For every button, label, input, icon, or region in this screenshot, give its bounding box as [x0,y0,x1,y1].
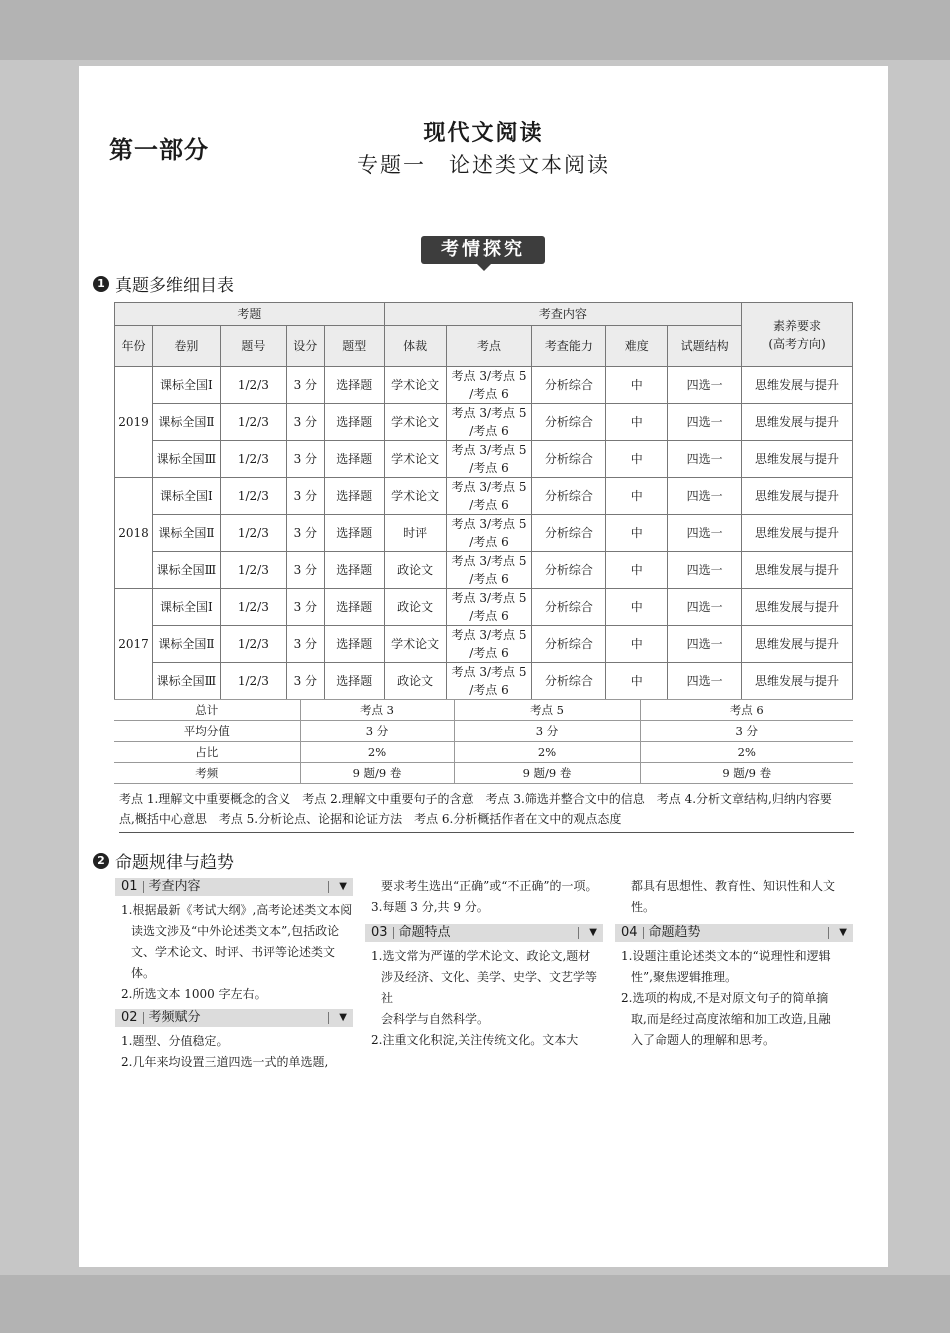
difficulty-cell: 中 [606,404,668,441]
table-row [115,441,853,478]
difficulty-cell: 中 [606,441,668,478]
trend-column-1: 01 考查内容 ▼ 1.根据最新《考试大纲》,高考论述类文本阅 读选文涉及“中外论述类文本”,包括政论 文、学术论文、时评、书评等论述类文体。 2.所选文本 1000 字左右。 02 考频赋分 ▼ 1.题型、分值稳定。 2.几年来均设置三道四选一式的单选题, [115,878,353,1073]
difficulty-cell: 中 [606,552,668,589]
paper-cell: 课标全国Ⅰ [152,589,220,626]
summary-cell: 考频 [114,763,300,784]
quality-cell: 思维发展与提升 [742,552,853,589]
block-header-04: 04 命题趋势 ▼ [615,924,853,942]
question-type-cell: 选择题 [324,404,384,441]
year-cell: 2019 [115,367,153,478]
question-number-cell: 1/2/3 [220,404,286,441]
structure-cell: 四选一 [668,441,742,478]
score-cell: 3 分 [286,441,324,478]
column-header: 试题结构 [668,326,742,367]
table-row [115,478,853,515]
paper-cell: 课标全国Ⅱ [152,626,220,663]
genre-cell: 政论文 [384,663,446,700]
block-header-03: 03 命题特点 ▼ [365,924,603,942]
summary-cell: 平均分值 [114,721,300,742]
ability-cell: 分析综合 [532,367,606,404]
year-cell: 2018 [115,478,153,589]
knowledge-point-cell: 考点 3/考点 5 /考点 6 [446,478,532,515]
question-type-cell: 选择题 [324,515,384,552]
quality-cell: 思维发展与提升 [742,515,853,552]
summary-cell: 2% [300,742,454,763]
question-number-cell: 1/2/3 [220,515,286,552]
question-number-cell: 1/2/3 [220,589,286,626]
table-row [115,367,853,404]
triangle-down-icon: ▼ [339,881,347,892]
difficulty-cell: 中 [606,663,668,700]
question-number-cell: 1/2/3 [220,552,286,589]
table-row [115,663,853,700]
question-number-cell: 1/2/3 [220,478,286,515]
question-type-cell: 选择题 [324,367,384,404]
structure-cell: 四选一 [668,404,742,441]
question-type-cell: 选择题 [324,663,384,700]
quality-cell: 思维发展与提升 [742,367,853,404]
difficulty-cell: 中 [606,626,668,663]
section-title: 命题规律与趋势 [115,853,234,873]
ability-cell: 分析综合 [532,478,606,515]
trend-column-3: 都具有思想性、教育性、知识性和人文性。 04 命题趋势 ▼ 1.设题注重论述类文本的“说理性和逻辑 性”,聚焦逻辑推理。 2.选项的构成,不是对原文句子的简单摘 取,而是经过高度浓缩和加工改造,且融 入了命题人的理解和思考。 [615,876,853,1051]
table-row [115,552,853,589]
column-header: 考点 [446,326,532,367]
exam-table [114,302,853,700]
score-cell: 3 分 [286,626,324,663]
part-label: 第一部分 [109,136,209,164]
block-header-01: 01 考查内容 ▼ [115,878,353,896]
question-number-cell: 1/2/3 [220,441,286,478]
difficulty-cell: 中 [606,589,668,626]
summary-cell: 9 题/9 卷 [640,763,853,784]
genre-cell: 学术论文 [384,626,446,663]
knowledge-point-cell: 考点 3/考点 5 /考点 6 [446,404,532,441]
section-heading-2 [93,848,234,873]
page-title: 现代文阅读 [423,121,544,146]
genre-cell: 学术论文 [384,441,446,478]
summary-row [114,763,853,784]
column-header: 卷别 [152,326,220,367]
summary-row [114,721,853,742]
ability-cell: 分析综合 [532,626,606,663]
question-number-cell: 1/2/3 [220,626,286,663]
structure-cell: 四选一 [668,626,742,663]
quality-cell: 思维发展与提升 [742,589,853,626]
group-header-exam: 考题 [115,303,385,326]
genre-cell: 政论文 [384,552,446,589]
score-cell: 3 分 [286,478,324,515]
summary-cell: 考点 5 [454,700,640,721]
year-cell: 2017 [115,589,153,700]
column-header: 题型 [324,326,384,367]
section-title: 真题多维细目表 [115,276,234,296]
genre-cell: 学术论文 [384,404,446,441]
quality-cell: 思维发展与提升 [742,404,853,441]
genre-cell: 学术论文 [384,478,446,515]
paper-cell: 课标全国Ⅲ [152,552,220,589]
column-header: 考查能力 [532,326,606,367]
background-shape [0,1275,950,1333]
background-shape [0,0,950,60]
genre-cell: 政论文 [384,589,446,626]
table-row [115,589,853,626]
ability-cell: 分析综合 [532,404,606,441]
paper-cell: 课标全国Ⅰ [152,478,220,515]
structure-cell: 四选一 [668,515,742,552]
structure-cell: 四选一 [668,552,742,589]
score-cell: 3 分 [286,515,324,552]
column-header: 难度 [606,326,668,367]
knowledge-point-cell: 考点 3/考点 5 /考点 6 [446,515,532,552]
block-header-02: 02 考频赋分 ▼ [115,1009,353,1027]
score-cell: 3 分 [286,589,324,626]
paper-cell: 课标全国Ⅱ [152,515,220,552]
quality-cell: 思维发展与提升 [742,441,853,478]
knowledge-point-cell: 考点 3/考点 5 /考点 6 [446,589,532,626]
question-type-cell: 选择题 [324,626,384,663]
summary-cell: 9 题/9 卷 [300,763,454,784]
document-page [79,66,888,1267]
summary-row [114,700,853,721]
column-header: 体裁 [384,326,446,367]
trend-column-2: 要求考生选出“正确”或“不正确”的一项。 3.每题 3 分,共 9 分。 03 命题特点 ▼ 1.选文常为严谨的学术论文、政论文,题材 涉及经济、文化、美学、史学、文艺学等社 会科学与自然科学。 2.注重文化积淀,关注传统文化。文本大 [365,876,603,1051]
difficulty-cell: 中 [606,478,668,515]
knowledge-point-cell: 考点 3/考点 5 /考点 6 [446,626,532,663]
score-cell: 3 分 [286,663,324,700]
question-type-cell: 选择题 [324,589,384,626]
knowledge-point-cell: 考点 3/考点 5 /考点 6 [446,367,532,404]
summary-cell: 总计 [114,700,300,721]
paper-cell: 课标全国Ⅰ [152,367,220,404]
score-cell: 3 分 [286,367,324,404]
column-header: 年份 [115,326,153,367]
knowledge-point-cell: 考点 3/考点 5 /考点 6 [446,663,532,700]
question-type-cell: 选择题 [324,552,384,589]
summary-table [114,699,853,784]
ability-cell: 分析综合 [532,663,606,700]
summary-row [114,742,853,763]
ability-cell: 分析综合 [532,552,606,589]
group-header-content: 考查内容 [384,303,741,326]
table-row [115,515,853,552]
structure-cell: 四选一 [668,663,742,700]
quality-cell: 思维发展与提升 [742,663,853,700]
quality-cell: 思维发展与提升 [742,626,853,663]
summary-cell: 占比 [114,742,300,763]
difficulty-cell: 中 [606,515,668,552]
section-heading-1 [93,271,234,296]
triangle-down-icon: ▼ [839,927,847,938]
paper-cell: 课标全国Ⅲ [152,441,220,478]
question-number-cell: 1/2/3 [220,663,286,700]
table-row [115,626,853,663]
summary-cell: 9 题/9 卷 [454,763,640,784]
question-type-cell: 选择题 [324,441,384,478]
section-banner: 考情探究 [421,236,545,264]
question-number-cell: 1/2/3 [220,367,286,404]
genre-cell: 学术论文 [384,367,446,404]
difficulty-cell: 中 [606,367,668,404]
summary-cell: 3 分 [300,721,454,742]
group-header-quality: 素养要求 (高考方向) [742,303,853,367]
summary-cell: 2% [640,742,853,763]
knowledge-point-notes: 考点 1.理解文中重要概念的含义 考点 2.理解文中重要句子的含意 考点 3.筛选并整合文中的信息 考点 4.分析文章结构,归纳内容要 点,概括中心意思 考点 5.分析论点、论据和论证方法 考点 6.分析概括作者在文中的观点态度 [119,789,854,833]
ability-cell: 分析综合 [532,589,606,626]
score-cell: 3 分 [286,552,324,589]
summary-cell: 3 分 [454,721,640,742]
column-header: 题号 [220,326,286,367]
ability-cell: 分析综合 [532,515,606,552]
structure-cell: 四选一 [668,589,742,626]
summary-cell: 2% [454,742,640,763]
paper-cell: 课标全国Ⅱ [152,404,220,441]
score-cell: 3 分 [286,404,324,441]
quality-cell: 思维发展与提升 [742,478,853,515]
structure-cell: 四选一 [668,478,742,515]
knowledge-point-cell: 考点 3/考点 5 /考点 6 [446,441,532,478]
paper-cell: 课标全国Ⅲ [152,663,220,700]
table-row [115,404,853,441]
question-type-cell: 选择题 [324,478,384,515]
summary-cell: 考点 3 [300,700,454,721]
ability-cell: 分析综合 [532,441,606,478]
triangle-down-icon: ▼ [589,927,597,938]
page-subtitle: 专题一 论述类文本阅读 [357,153,610,177]
genre-cell: 时评 [384,515,446,552]
summary-cell: 考点 6 [640,700,853,721]
structure-cell: 四选一 [668,367,742,404]
summary-cell: 3 分 [640,721,853,742]
section-number-icon: 2 [93,853,109,869]
knowledge-point-cell: 考点 3/考点 5 /考点 6 [446,552,532,589]
triangle-down-icon: ▼ [339,1012,347,1023]
section-number-icon: 1 [93,276,109,292]
column-header: 设分 [286,326,324,367]
